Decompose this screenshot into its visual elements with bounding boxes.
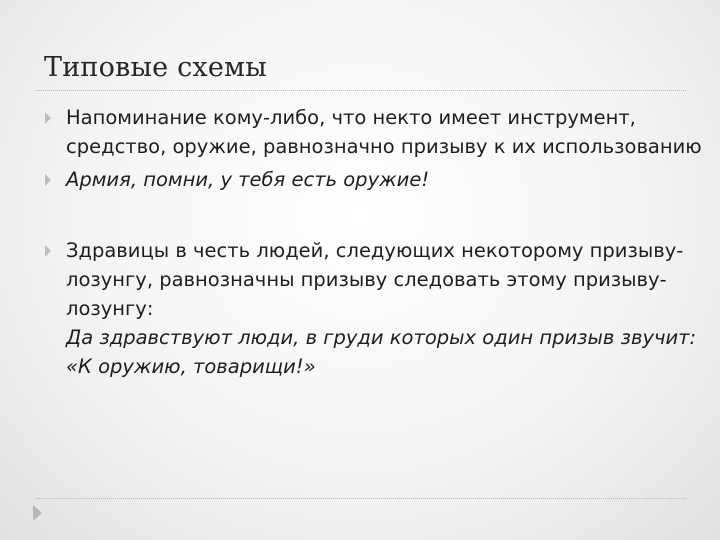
bullet-item: [44, 103, 704, 161]
bullet-text: Напоминание кому-либо, что некто имеет инструмент, средство, оружие, равнозначно призыву к их использованию: [66, 106, 702, 158]
bullet-item: [44, 165, 704, 194]
bullet-arrow-icon: [45, 174, 51, 186]
bullet-text: Армия, помни, у тебя есть оружие!: [66, 168, 430, 191]
bullet-arrow-icon: [45, 112, 51, 124]
bullet-list: [44, 103, 704, 381]
bullet-text: Да здравствуют люди, в груди которых один призыв звучит: «К оружию, товарищи!»: [66, 326, 697, 378]
bullet-item: [44, 323, 704, 381]
footer-divider: [36, 498, 686, 499]
slide-title: Типовые схемы: [44, 52, 267, 83]
bullet-arrow-icon: [45, 245, 51, 257]
bullet-item: [44, 236, 704, 323]
next-slide-icon[interactable]: [33, 505, 42, 521]
bullet-text: Здравицы в честь людей, следующих некоторому призыву-лозунгу, равнозначны призыву следовать этому призыву-лозунгу:: [66, 239, 684, 320]
title-divider: [36, 90, 686, 91]
